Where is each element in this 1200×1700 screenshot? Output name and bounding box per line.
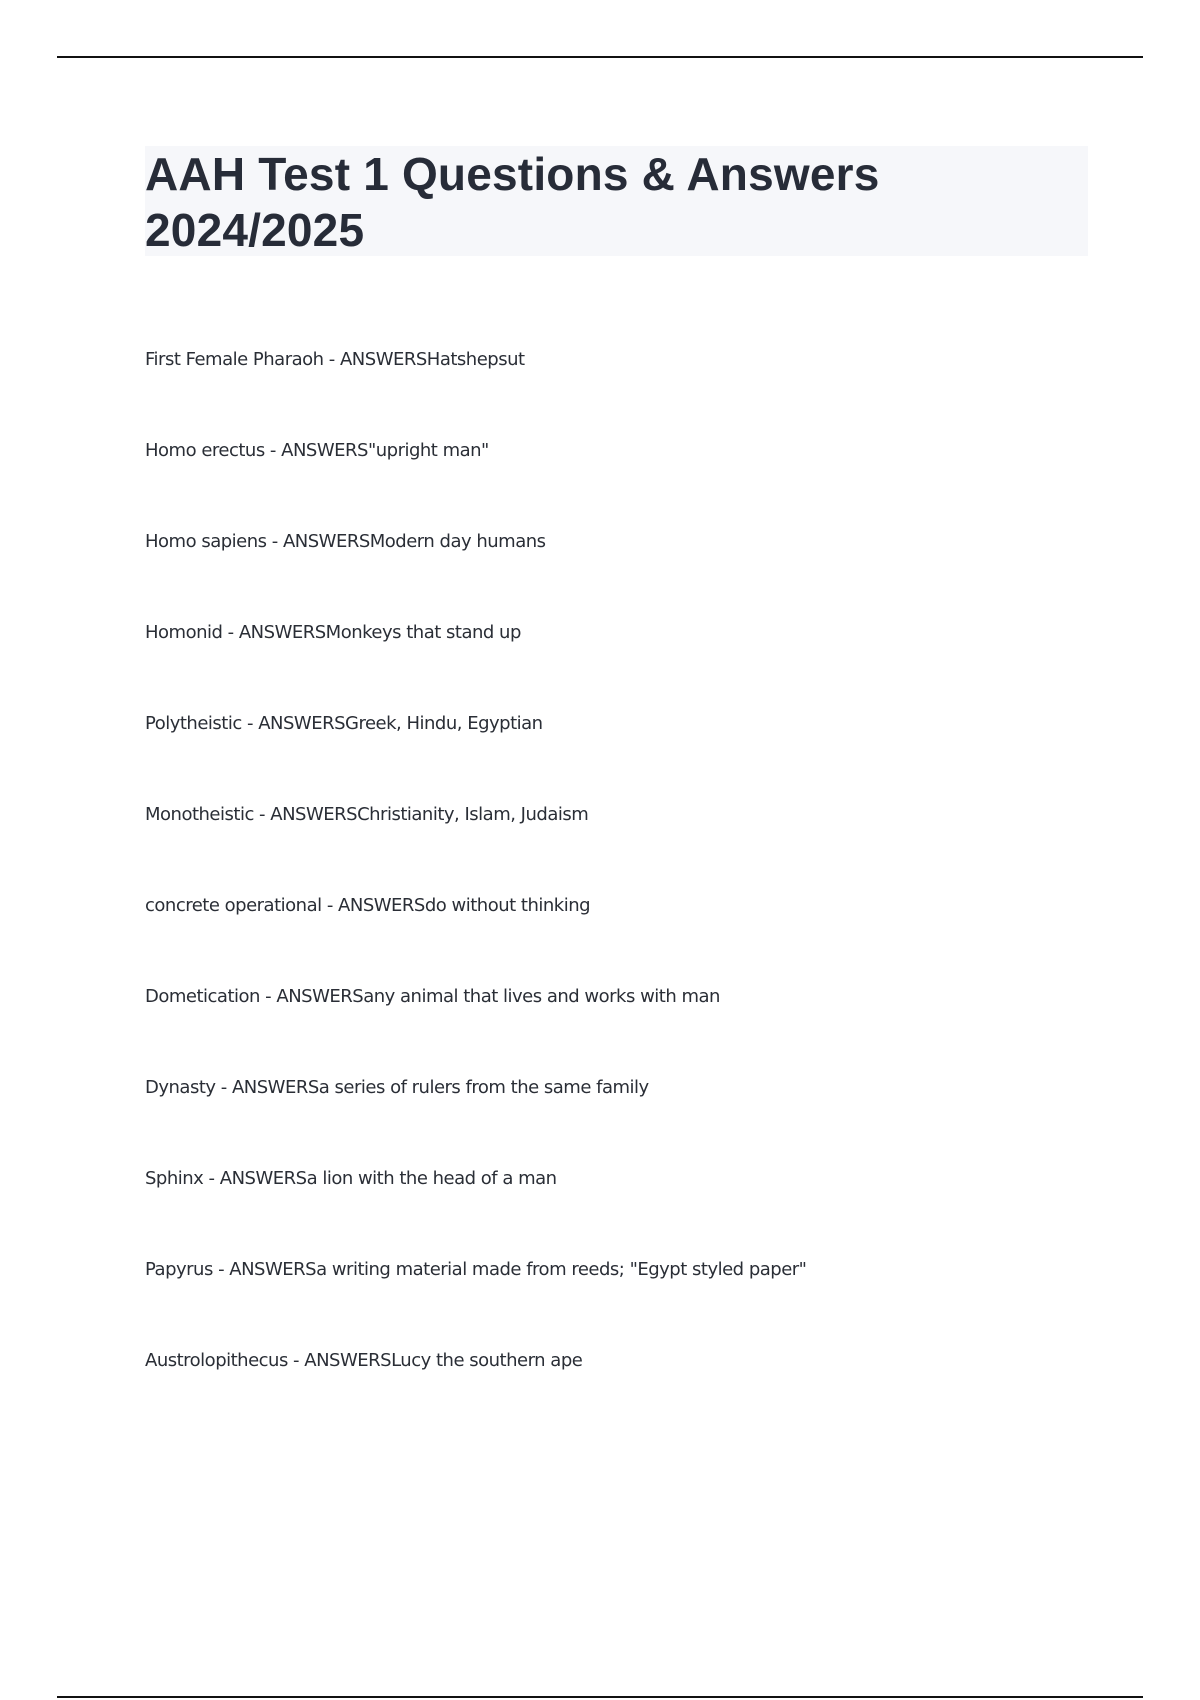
qa-item-concrete-operational: concrete operational - ANSWERSdo without thinking [145, 895, 591, 916]
title-banner [145, 146, 1088, 256]
qa-item-monotheistic: Monotheistic - ANSWERSChristianity, Islam, Judaism [145, 804, 589, 825]
qa-item-austrolopithecus: Austrolopithecus - ANSWERSLucy the southern ape [145, 1350, 583, 1371]
question-answer-list [145, 345, 806, 1437]
qa-item-homo-erectus: Homo erectus - ANSWERS"upright man" [145, 440, 489, 461]
qa-item-first-female-pharaoh: First Female Pharaoh - ANSWERSHatshepsut [145, 349, 525, 370]
title-line-1: AAH Test 1 Questions & Answers [145, 148, 880, 200]
qa-item-dynasty: Dynasty - ANSWERSa series of rulers from the same family [145, 1077, 649, 1098]
bottom-divider [57, 1696, 1143, 1698]
qa-item-papyrus: Papyrus - ANSWERSa writing material made from reeds; "Egypt styled paper" [145, 1259, 807, 1280]
qa-item-homo-sapiens: Homo sapiens - ANSWERSModern day humans [145, 531, 546, 552]
qa-item-dometication: Dometication - ANSWERSany animal that lives and works with man [145, 986, 720, 1007]
page-title [145, 146, 880, 258]
qa-item-homonid: Homonid - ANSWERSMonkeys that stand up [145, 622, 521, 643]
qa-item-polytheistic: Polytheistic - ANSWERSGreek, Hindu, Egyptian [145, 713, 543, 734]
title-line-2: 2024/2025 [145, 204, 365, 256]
top-divider [57, 56, 1143, 58]
qa-item-sphinx: Sphinx - ANSWERSa lion with the head of a man [145, 1168, 557, 1189]
